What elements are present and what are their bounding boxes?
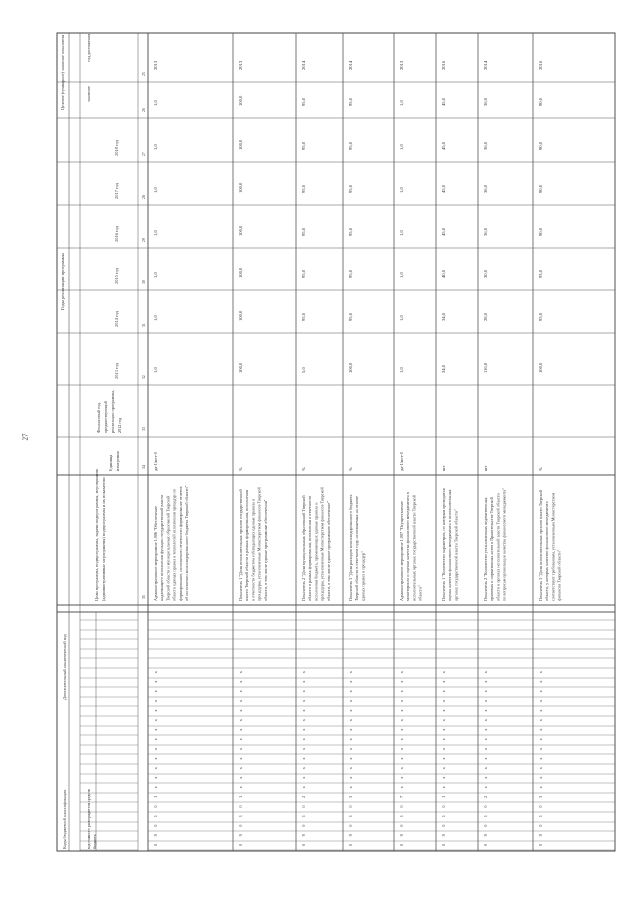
code-cell: x (348, 738, 353, 741)
code-cell: x (399, 690, 404, 693)
row-2015: 95,0 (348, 269, 353, 278)
header-year-2015: 2015 год (114, 268, 119, 284)
code-cell: x (399, 718, 404, 722)
row-name: Тверской области в отчетном году, исполняемых на основе (354, 496, 360, 601)
code-cell: x (301, 709, 306, 712)
row-2014: 95,0 (348, 312, 353, 321)
header-year-2014: 2014 год (114, 311, 119, 327)
row-2013: 1,0 (153, 367, 158, 373)
row-target-value: 90,0 (538, 97, 543, 106)
code-cell: x (238, 670, 243, 674)
header-year-2017: 2017 год (114, 183, 119, 199)
code-cell: x (399, 738, 404, 741)
code-cell: x (483, 747, 488, 750)
header-fin-year: реализации программы, (110, 390, 115, 433)
row-2016: 45,0 (441, 227, 446, 236)
code-cell: 1 (153, 795, 158, 798)
row-target-value: 95,0 (348, 97, 353, 106)
row-2013: 1,0 (399, 367, 404, 373)
column-number: 27 (142, 152, 146, 156)
code-cell: 1 (441, 795, 446, 798)
row-2013: 34,0 (441, 364, 446, 373)
row-2015: 1,0 (399, 272, 404, 278)
row-2015: 1,0 (153, 272, 158, 278)
row-target-year: 2016 (441, 60, 446, 70)
header-target-value: значение (86, 86, 91, 102)
code-cell: x (441, 670, 446, 674)
code-cell: x (301, 738, 306, 741)
row-name: формированию, исполнению отчетности формирование отчетов (177, 486, 183, 601)
code-cell: x (348, 699, 353, 702)
code-cell: x (538, 766, 543, 770)
code-cell: x (348, 670, 353, 674)
code-cell: x (348, 680, 353, 683)
code-cell: x (399, 680, 404, 683)
row-2018: 95,0 (348, 141, 353, 150)
code-cell: x (538, 690, 543, 693)
code-cell: x (301, 786, 306, 789)
code-cell: 0 (348, 824, 353, 827)
row-name: Тверской области и муниципальных образований Тверской (165, 495, 171, 601)
row-name: Показатель 2 "Количество установленных ведомственных (483, 497, 488, 601)
code-cell: x (441, 738, 446, 741)
header-year-2018: 2018 год (114, 140, 119, 156)
row-unit: да-1/нет-0 (399, 452, 404, 471)
row-name: процедуры, установленные Министерством финансов Тверской (319, 487, 325, 601)
code-cell: x (441, 718, 446, 722)
code-cell: x (538, 757, 543, 760)
row-unit: шт (441, 465, 446, 471)
row-2016: 1,0 (399, 230, 404, 236)
row-target-value: 45,0 (441, 97, 446, 106)
code-cell: x (441, 699, 446, 702)
header-target-group: Целевое (суммарное) значение показателя (60, 34, 65, 110)
row-target-year: 2013 (153, 60, 158, 70)
row-2017: 1,0 (399, 187, 404, 193)
code-cell: x (399, 786, 404, 789)
table-text (60, 34, 562, 849)
row-unit: % (301, 467, 306, 471)
row-name: об исполнении консолидированного бюджета Тверской области" (184, 485, 189, 601)
code-cell: x (153, 757, 158, 760)
code-cell: 0 (301, 843, 306, 846)
row-2013: 116,0 (483, 362, 488, 373)
row-2017: 45,0 (441, 184, 446, 193)
row-name: мониторинга и оценки качества финансового менеджмента в (405, 492, 411, 601)
column-number: 26 (142, 108, 146, 112)
row-name: области" (417, 585, 423, 601)
row-2014: 34,0 (441, 312, 446, 321)
row-name: финансов Тверской области" (556, 549, 562, 601)
code-cell: x (483, 786, 488, 789)
row-name: Показатель 1 "Количество параметров, по которым проводится (441, 488, 446, 601)
header-main-title: (административные мероприятия) подпрограммы и их показатели (101, 477, 106, 601)
row-name: и отчетности бюджетом соблюдающих единые правила и (250, 498, 256, 601)
code-cell: 0 (301, 824, 306, 827)
row-2018: 1,0 (153, 144, 158, 150)
code-cell: 9 (348, 834, 353, 837)
code-cell: x (238, 786, 243, 789)
code-cell: x (538, 747, 543, 750)
row-2015: 93,0 (538, 269, 543, 278)
row-2013: 100,0 (238, 362, 243, 373)
header-code-group: Коды бюджетной классификации (62, 789, 67, 849)
row-unit: шт (483, 465, 488, 471)
row-2014: 1,0 (399, 315, 404, 321)
code-cell: x (483, 757, 488, 760)
code-cell: x (483, 766, 488, 770)
code-cell: 9 (238, 834, 243, 837)
code-cell: x (399, 766, 404, 770)
header-unit: измерения (115, 451, 120, 471)
row-2018: 1,0 (399, 144, 404, 150)
code-cell: 9 (538, 834, 543, 837)
code-cell: 9 (483, 834, 488, 837)
code-cell: x (153, 766, 158, 770)
row-2014: 28,0 (483, 312, 488, 321)
row-name: Показатель 3 "Доля расходов консолидированного бюджета (348, 494, 353, 601)
code-cell: x (238, 747, 243, 750)
code-cell: 0 (238, 805, 243, 808)
row-2018: 95,0 (301, 141, 306, 150)
row-target-value: 1,0 (153, 100, 158, 106)
row-name: соответствует требованиям, установленным Министерством (550, 492, 556, 601)
code-cell: x (399, 728, 404, 731)
row-name: процедуры, установленные Министерством финансов Тверской (256, 487, 262, 601)
code-cell: x (238, 766, 243, 770)
row-2013: 5,0 (301, 367, 306, 373)
row-target-value: 36,0 (483, 97, 488, 106)
code-cell: 1 (238, 814, 243, 818)
code-cell: x (399, 776, 404, 779)
row-2017: 1,0 (153, 187, 158, 193)
code-cell: 0 (483, 843, 488, 846)
row-name: исполнения бюджета, применяющих единые правила и (313, 502, 319, 601)
code-cell: x (153, 738, 158, 741)
code-cell: 0 (153, 843, 158, 846)
code-cell: x (483, 680, 488, 683)
header-year-2016: 2016 год (114, 226, 119, 242)
header-fin-year: 2012 год (117, 417, 122, 433)
code-cell: 0 (153, 805, 158, 808)
row-2014: 93,0 (538, 312, 543, 321)
code-cell: x (538, 718, 543, 722)
code-cell: 3 (348, 795, 353, 798)
header-additional: Дополнительный аналитический код (62, 634, 67, 700)
code-cell: x (441, 766, 446, 770)
row-2017: 100,0 (238, 182, 243, 193)
column-number: 28 (142, 195, 146, 199)
row-name: Показатель 2 "Доля муниципальных образований Тверской (301, 495, 306, 601)
code-cell: x (441, 709, 446, 712)
code-cell: x (483, 690, 488, 693)
code-cell: 3 (538, 795, 543, 798)
row-unit: % (238, 467, 243, 471)
code-cell: x (238, 738, 243, 741)
code-cell: 1 (483, 814, 488, 818)
row-2013: 100,0 (348, 362, 353, 373)
column-number: 29 (142, 238, 146, 242)
row-name: области, в том числе единое программное обеспечение" (325, 501, 331, 601)
header-unit: Единица (108, 454, 113, 471)
row-2017: 95,0 (301, 184, 306, 193)
column-number: 25 (142, 72, 146, 76)
row-target-year: 2014 (301, 60, 306, 70)
code-cell: 0 (441, 805, 446, 808)
row-name: власти Тверской области в рамках формирования, исполнения (244, 490, 250, 601)
code-cell: x (483, 699, 488, 702)
code-cell: 1 (348, 814, 353, 818)
column-number: 34 (142, 465, 146, 469)
code-cell: 9 (153, 834, 158, 837)
row-name: Показатель 1 "Доля исполнительных органов государственной (238, 489, 243, 601)
row-2018: 100,0 (238, 139, 243, 150)
row-unit: % (538, 467, 543, 471)
row-name: оценка качества финансового менеджмента в исполнительных (447, 489, 453, 601)
code-cell: 9 (399, 834, 404, 837)
code-cell: x (153, 690, 158, 693)
code-cell: x (301, 680, 306, 683)
row-name: по вопросам организации качества финансового менеджмента" (501, 487, 507, 601)
row-name: правовых и нормативных актов в Правительстве Тверской (489, 497, 495, 601)
header-year-2013: 2013 год (114, 363, 119, 379)
header-code-sub: бюджета (93, 834, 97, 849)
code-cell: 0 (538, 824, 543, 827)
code-cell: 0 (399, 824, 404, 827)
code-cell: x (348, 757, 353, 760)
code-cell: 1 (153, 814, 158, 818)
code-cell: 0 (238, 843, 243, 846)
code-cell: x (238, 718, 243, 722)
code-cell: x (153, 786, 158, 789)
row-name: Административное мероприятие 1.006 "Обеспечение (153, 505, 158, 601)
code-cell: x (153, 699, 158, 702)
code-cell: x (399, 670, 404, 674)
row-target-year: 2016 (538, 60, 543, 70)
code-cell: 7 (399, 795, 404, 798)
column-number: 35 (142, 595, 146, 599)
code-cell: x (348, 709, 353, 712)
row-name: надлежащего исполнения функции государственной власти (159, 494, 165, 601)
row-2015: 95,0 (301, 269, 306, 278)
code-cell: x (301, 718, 306, 722)
header-fin-year: предшествующий (103, 401, 108, 433)
code-cell: x (399, 747, 404, 750)
code-cell: x (301, 699, 306, 702)
row-unit: % (348, 467, 353, 471)
row-2016: 36,0 (483, 227, 488, 236)
code-cell: x (399, 757, 404, 760)
code-cell: x (399, 699, 404, 702)
code-cell: 1 (441, 814, 446, 818)
code-cell: 2 (301, 795, 306, 798)
code-cell: x (153, 670, 158, 674)
code-cell: x (153, 709, 158, 712)
row-2015: 30,0 (483, 269, 488, 278)
code-cell: x (348, 786, 353, 789)
code-cell: x (348, 718, 353, 722)
row-2016: 90,0 (538, 227, 543, 236)
row-2017: 90,0 (538, 184, 543, 193)
row-target-year: 2013 (238, 60, 243, 70)
row-2016: 95,0 (301, 227, 306, 236)
code-cell: 2 (483, 795, 488, 798)
row-target-year: 2014 (483, 60, 488, 70)
code-cell: 0 (538, 805, 543, 808)
code-cell: 0 (441, 843, 446, 846)
code-cell: 0 (538, 843, 543, 846)
code-cell: x (301, 728, 306, 731)
row-2018: 36,0 (483, 141, 488, 150)
code-cell: 0 (399, 805, 404, 808)
code-cell: 1 (238, 795, 243, 798)
code-cell: x (538, 738, 543, 741)
code-cell: x (238, 690, 243, 693)
column-number: 32 (142, 375, 146, 379)
code-cell: 1 (538, 814, 543, 818)
code-cell: x (153, 680, 158, 683)
code-cell: 0 (301, 805, 306, 808)
row-2016: 100,0 (238, 225, 243, 236)
code-cell: x (301, 747, 306, 750)
code-cell: x (301, 766, 306, 770)
row-name: Показатель 3 "Доля исполнительных органов власти Тверской (538, 490, 543, 601)
row-2013: 100,0 (538, 362, 543, 373)
row-2016: 95,0 (348, 227, 353, 236)
row-2014: 100,0 (238, 310, 243, 321)
row-2014: 1,0 (153, 315, 158, 321)
row-name: Административное мероприятие 1.007 "Осуществление (399, 501, 404, 601)
header-main-title: Цели программы, подпрограммы, задачи подпрограммы, мероприятия (94, 469, 99, 601)
code-cell: x (538, 680, 543, 683)
row-target-year: 2014 (348, 60, 353, 70)
code-cell: 1 (301, 814, 306, 818)
row-name: области, в том числе единые программные обеспечения" (262, 499, 268, 601)
code-cell: x (483, 776, 488, 779)
code-cell: 0 (483, 824, 488, 827)
code-cell: x (301, 757, 306, 760)
code-cell: x (301, 670, 306, 674)
code-cell: 9 (441, 834, 446, 837)
code-cell: x (153, 776, 158, 779)
code-cell: x (348, 728, 353, 731)
code-cell: x (538, 786, 543, 789)
code-cell: x (153, 718, 158, 722)
code-cell: x (348, 690, 353, 693)
row-name: области в рамках формирования, исполнения и отчетности (307, 495, 313, 601)
row-2017: 95,0 (348, 184, 353, 193)
code-cell: 0 (441, 824, 446, 827)
code-cell: x (538, 699, 543, 702)
row-name: исполнительных органах государственной власти Тверской (411, 495, 417, 601)
header-target-year: год достижения (86, 33, 91, 62)
code-cell: x (538, 728, 543, 731)
header-years-group: Годы реализации программы (60, 253, 65, 310)
row-2018: 45,0 (441, 141, 446, 150)
row-target-value: 95,0 (301, 97, 306, 106)
code-cell: x (399, 709, 404, 712)
code-cell: x (348, 776, 353, 779)
code-cell: x (441, 776, 446, 779)
code-cell: 0 (153, 824, 158, 827)
header-code-sub: код главного распорядителя средств (87, 789, 91, 849)
code-cell: x (483, 709, 488, 712)
code-cell: 0 (483, 805, 488, 808)
row-2015: 100,0 (238, 267, 243, 278)
code-cell: x (238, 680, 243, 683)
header-fin-year: Финансовый год, (96, 402, 101, 433)
code-cell: x (538, 776, 543, 779)
column-number: 31 (142, 323, 146, 327)
row-unit: да-1/нет-0 (153, 452, 158, 471)
table-grid (57, 33, 615, 851)
code-cell: 9 (301, 834, 306, 837)
code-cell: x (441, 690, 446, 693)
code-cell: x (441, 757, 446, 760)
code-cell: x (483, 670, 488, 674)
row-2016: 1,0 (153, 230, 158, 236)
code-cell: 0 (399, 843, 404, 846)
column-number: 30 (142, 280, 146, 284)
code-cell: x (301, 690, 306, 693)
code-cell: x (238, 709, 243, 712)
code-cell: x (238, 728, 243, 731)
code-cell: x (441, 728, 446, 731)
row-name: области, у которых качество финансового менеджмента (544, 501, 550, 601)
row-name: области единых правил и технологий исполнения процедур по (171, 489, 177, 601)
table-frame (57, 33, 615, 851)
row-name: органах государственной власти Тверской области" (453, 509, 459, 601)
row-2017: 36,0 (483, 184, 488, 193)
row-name: единых правил и процедур" (360, 551, 366, 601)
code-cell: x (483, 718, 488, 722)
page-number: 27 (21, 433, 30, 441)
code-cell: x (238, 757, 243, 760)
code-cell: 0 (238, 824, 243, 827)
row-target-value: 100,0 (238, 95, 243, 106)
code-cell: x (238, 699, 243, 702)
code-cell: x (538, 709, 543, 712)
code-cell: x (348, 766, 353, 770)
code-cell: x (483, 738, 488, 741)
row-target-year: 2013 (399, 60, 404, 70)
code-cell: 1 (399, 814, 404, 818)
code-cell: 0 (348, 805, 353, 808)
code-cell: x (153, 747, 158, 750)
row-2014: 95,0 (301, 312, 306, 321)
code-cell: x (538, 670, 543, 674)
code-cell: 0 (348, 843, 353, 846)
code-cell: x (483, 728, 488, 731)
column-number: 33 (142, 427, 146, 431)
code-cell: x (238, 776, 243, 779)
row-2015: 40,0 (441, 269, 446, 278)
code-cell: x (441, 786, 446, 789)
code-cell: x (441, 680, 446, 683)
row-name: области и органах исполнительной власти Тверской области (495, 493, 501, 601)
code-cell: x (301, 776, 306, 779)
row-2018: 90,0 (538, 141, 543, 150)
code-cell: x (153, 728, 158, 731)
code-cell: x (348, 747, 353, 750)
code-cell: x (441, 747, 446, 750)
row-target-value: 1,0 (399, 100, 404, 106)
